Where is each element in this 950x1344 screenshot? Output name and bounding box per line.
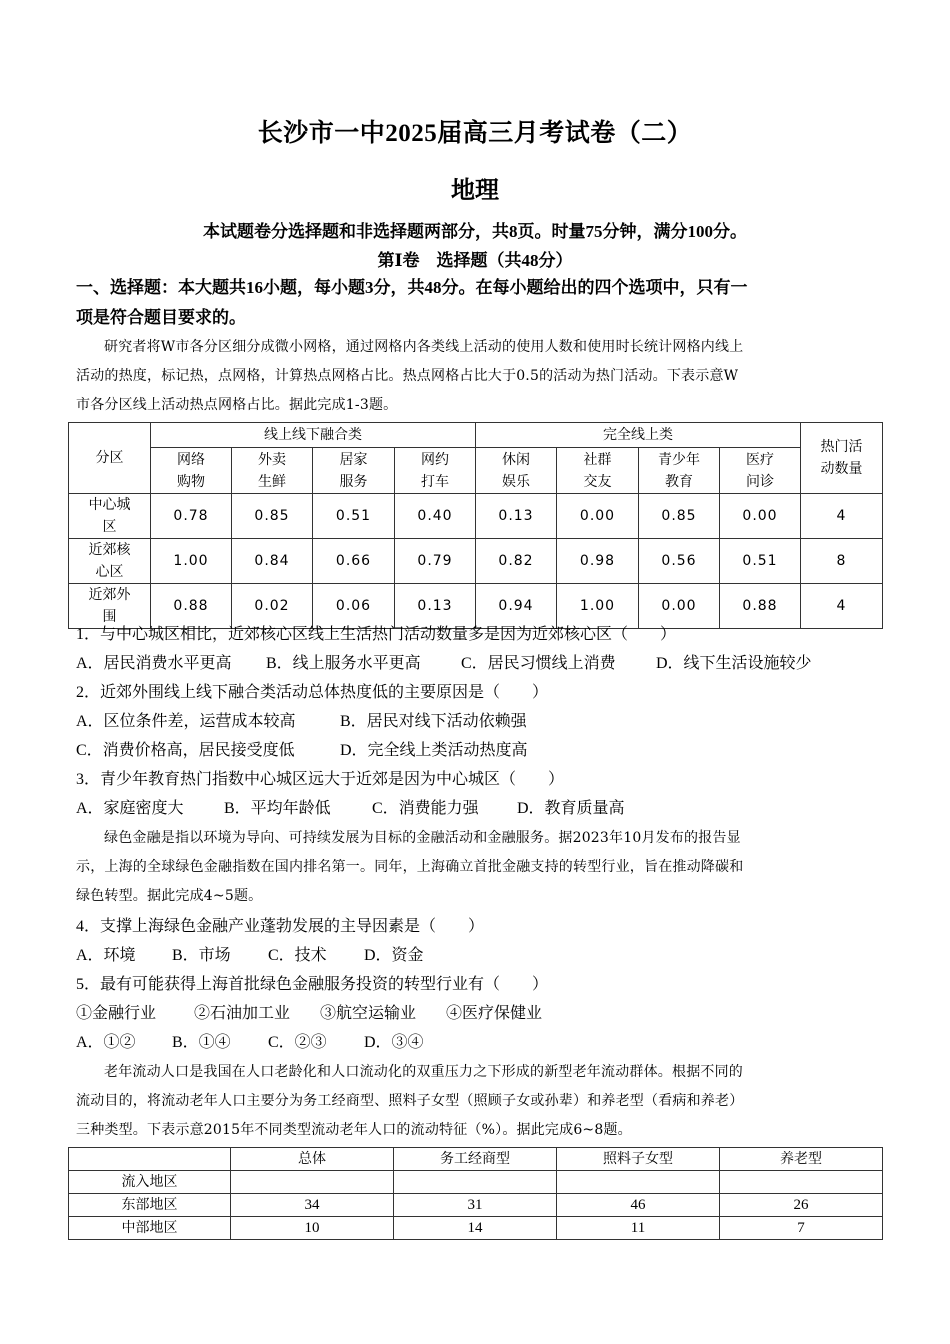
hotspot-grid-table	[68, 422, 883, 629]
header-line: 娱乐	[502, 473, 530, 490]
row-label: 流入地区	[69, 1171, 231, 1194]
cell	[557, 1171, 720, 1194]
option-c: C．消费价格高，居民接受度低	[76, 742, 295, 759]
option-c: C．居民习惯线上消费	[461, 655, 616, 672]
table-row	[69, 584, 883, 629]
cell: 0.66	[313, 539, 395, 584]
hot-count-cell: 8	[801, 539, 883, 584]
header-line: 外卖	[258, 451, 286, 468]
item-3: ③航空运输业	[320, 1005, 417, 1022]
row-label-line: 近郊外	[88, 587, 131, 603]
passage-3	[76, 1058, 876, 1145]
hot-count-cell: 4	[801, 584, 883, 629]
passage-line: 三种类型。下表示意2015年不同类型流动老年人口的流动特征（%）。据此完成6~8题。	[76, 1122, 632, 1138]
question-1-stem: 1．与中心城区相比，近郊核心区线上生活热门活动数量多是因为近郊核心区（ ）	[76, 626, 677, 643]
option-d: D．③④	[364, 1034, 424, 1051]
passage-1	[76, 333, 876, 420]
header-medical	[720, 448, 801, 494]
question-3-options	[76, 799, 625, 819]
passage-2	[76, 824, 876, 911]
cell: 0.06	[313, 584, 395, 629]
item-4: ④医疗保健业	[446, 1005, 543, 1022]
option-d: D．完全线上类活动热度高	[340, 742, 528, 759]
option-d: D．资金	[364, 947, 424, 964]
cell: 1.00	[557, 584, 639, 629]
option-a: A．家庭密度大	[76, 800, 184, 817]
option-d: D．线下生活设施较少	[656, 655, 812, 672]
option-a: A．环境	[76, 947, 136, 964]
cell: 0.85	[639, 494, 720, 539]
header-retirement: 养老型	[720, 1148, 883, 1171]
question-4-options	[76, 946, 424, 966]
cell: 0.13	[395, 584, 476, 629]
header-line: 医疗	[746, 451, 774, 468]
cell: 0.85	[232, 494, 313, 539]
question-5-items	[76, 1004, 542, 1024]
part-heading-line: 项是符合题目要求的。	[76, 308, 246, 327]
option-c: C．技术	[268, 947, 327, 964]
row-label-line: 围	[102, 609, 117, 625]
row-label-line: 区	[102, 519, 117, 535]
cell	[231, 1171, 394, 1194]
option-b: B．①④	[172, 1034, 231, 1051]
option-c: C．②③	[268, 1034, 327, 1051]
table-row	[69, 539, 883, 584]
header-total: 总体	[231, 1148, 394, 1171]
cell: 0.02	[232, 584, 313, 629]
cell: 0.79	[395, 539, 476, 584]
cell: 0.82	[476, 539, 557, 584]
passage-line: 示，上海的全球绿色金融指数在国内排名第一。同年，上海确立首批金融支持的转型行业，旨在推动降碳和	[76, 859, 744, 875]
header-hot-count-line: 热门活	[820, 439, 863, 455]
header-entertainment	[476, 448, 557, 494]
cell: 0.94	[476, 584, 557, 629]
header-youth-education	[639, 448, 720, 494]
option-d: D．教育质量高	[517, 800, 625, 817]
cell: 0.40	[395, 494, 476, 539]
option-b: B．居民对线下活动依赖强	[340, 713, 527, 730]
cell: 0.00	[557, 494, 639, 539]
header-line: 居家	[339, 451, 368, 468]
header-online-shopping	[151, 448, 232, 494]
question-2-options-row2	[76, 741, 528, 761]
passage-line: 老年流动人口是我国在人口老龄化和人口流动化的双重压力之下形成的新型老年流动群体。根据不同的	[104, 1064, 743, 1080]
question-2-stem: 2．近郊外围线上线下融合类活动总体热度低的主要原因是（ ）	[76, 684, 549, 701]
cell: 0.13	[476, 494, 557, 539]
cell: 7	[720, 1217, 883, 1240]
table-row	[69, 1194, 883, 1217]
header-line: 休闲	[502, 451, 530, 468]
question-3-stem: 3．青少年教育热门指数中心城区远大于近郊是因为中心城区（ ）	[76, 771, 565, 788]
passage-line: 研究者将W市各分区细分成微小网格，通过网格内各类线上活动的使用人数和使用时长统计网格内线上	[104, 339, 744, 355]
exam-title: 长沙市一中2025届高三月考试卷（二）	[257, 120, 693, 147]
cell: 0.51	[720, 539, 801, 584]
header-hot-count-line: 动数量	[820, 461, 863, 477]
header-work-business: 务工经商型	[394, 1148, 557, 1171]
cell: 14	[394, 1217, 557, 1240]
header-line: 打车	[421, 473, 449, 490]
cell: 0.51	[313, 494, 395, 539]
row-label: 中部地区	[69, 1217, 231, 1240]
header-line: 问诊	[746, 473, 774, 490]
cell: 31	[394, 1194, 557, 1217]
cell: 1.00	[151, 539, 232, 584]
cell: 0.00	[720, 494, 801, 539]
item-2: ②石油加工业	[194, 1005, 291, 1022]
item-1: ①金融行业	[76, 1005, 157, 1022]
header-line: 青少年	[658, 451, 700, 468]
table-row	[69, 494, 883, 539]
header-line: 服务	[339, 473, 368, 490]
hot-count-cell: 4	[801, 494, 883, 539]
header-childcare: 照料子女型	[557, 1148, 720, 1171]
passage-line: 流动目的，将流动老年人口主要分为务工经商型、照料子女型（照顾子女或孙辈）和养老型（看病和养老）	[76, 1093, 744, 1109]
cell	[394, 1171, 557, 1194]
row-label: 东部地区	[69, 1194, 231, 1217]
header-home-service	[313, 448, 395, 494]
cell	[720, 1171, 883, 1194]
header-social	[557, 448, 639, 494]
cell: 10	[231, 1217, 394, 1240]
cell: 0.84	[232, 539, 313, 584]
option-b: B．线上服务水平更高	[266, 655, 421, 672]
cell: 46	[557, 1194, 720, 1217]
header-hot-count	[801, 423, 883, 494]
cell: 0.78	[151, 494, 232, 539]
row-label-line: 心区	[95, 564, 124, 580]
cell: 0.88	[151, 584, 232, 629]
option-a: A．居民消费水平更高	[76, 655, 232, 672]
part-heading-line: 一、选择题：本大题共16小题，每小题3分，共48分。在每小题给出的四个选项中，只有一	[76, 278, 748, 297]
passage-line: 绿色转型。据此完成4~5题。	[76, 888, 263, 904]
question-4-stem: 4．支撑上海绿色金融产业蓬勃发展的主导因素是（ ）	[76, 918, 485, 935]
header-line: 网约	[421, 451, 449, 468]
part-heading	[76, 273, 876, 333]
header-line: 教育	[665, 473, 693, 490]
option-a: A．区位条件差，运营成本较高	[76, 713, 296, 730]
subject-title: 地理	[451, 178, 499, 204]
question-5-options	[76, 1033, 424, 1053]
row-label	[69, 539, 151, 584]
row-label-line: 近郊核	[88, 542, 131, 558]
cell: 11	[557, 1217, 720, 1240]
header-line: 社群	[583, 451, 612, 468]
header-line: 网络	[177, 451, 205, 468]
exam-instructions: 本试题卷分选择题和非选择题两部分，共8页。时量75分钟，满分100分。	[203, 222, 747, 241]
passage-line: 活动的热度，标记热，点网格，计算热点网格占比。热点网格占比大于0.5的活动为热门活动。下表示意W	[76, 368, 739, 384]
cell: 34	[231, 1194, 394, 1217]
question-2-options-row1	[76, 712, 527, 732]
row-label	[69, 494, 151, 539]
question-1-options	[76, 654, 812, 674]
cell: 0.56	[639, 539, 720, 584]
cell: 0.98	[557, 539, 639, 584]
header-group-online: 完全线上类	[476, 423, 801, 448]
passage-line: 市各分区线上活动热点网格占比。据此完成1-3题。	[76, 397, 398, 413]
header-line: 生鲜	[258, 473, 286, 490]
header-ride-hailing	[395, 448, 476, 494]
table-row	[69, 1217, 883, 1240]
header-group-hybrid: 线上线下融合类	[151, 423, 476, 448]
option-a: A．①②	[76, 1034, 136, 1051]
header-district: 分区	[69, 423, 151, 494]
option-c: C．消费能力强	[372, 800, 479, 817]
cell: 26	[720, 1194, 883, 1217]
header-corner	[69, 1148, 231, 1171]
question-5-stem: 5．最有可能获得上海首批绿色金融服务投资的转型行业有（ ）	[76, 976, 549, 993]
header-food-delivery	[232, 448, 313, 494]
section-heading: 第Ⅰ卷 选择题（共48分）	[377, 251, 573, 270]
option-b: B．市场	[172, 947, 231, 964]
row-label-line: 中心城	[88, 497, 131, 513]
passage-line: 绿色金融是指以环境为导向、可持续发展为目标的金融活动和金融服务。据2023年10月发布的报告显	[104, 830, 741, 846]
table-header-row	[69, 1148, 883, 1171]
cell: 0.88	[720, 584, 801, 629]
elderly-migration-table	[68, 1147, 883, 1240]
table-row	[69, 1171, 883, 1194]
cell: 0.00	[639, 584, 720, 629]
row-label	[69, 584, 151, 629]
option-b: B．平均年龄低	[224, 800, 331, 817]
header-line: 购物	[177, 473, 205, 490]
header-line: 交友	[583, 473, 612, 490]
